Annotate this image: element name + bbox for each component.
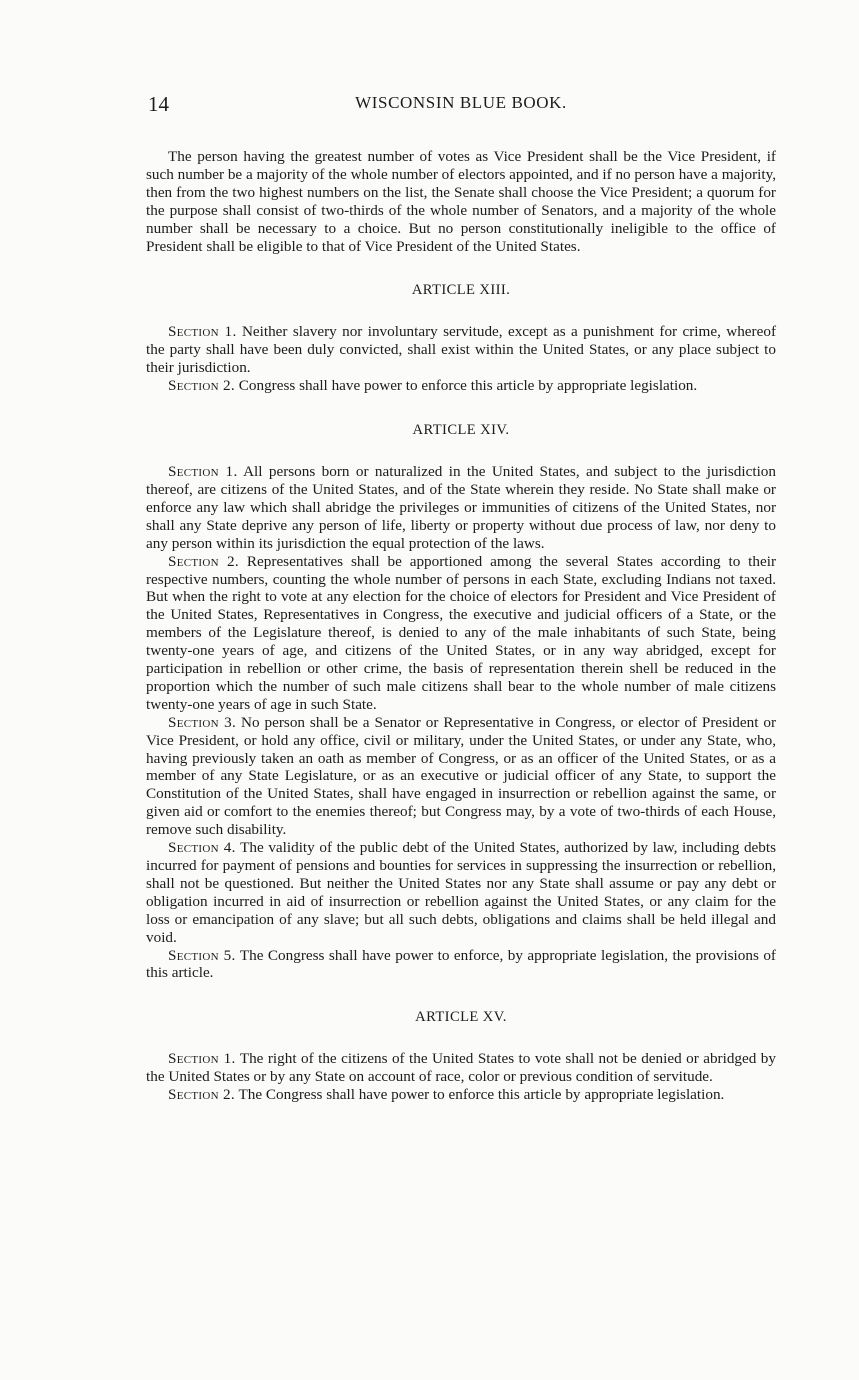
section-paragraph: [146, 839, 776, 946]
section-text: All persons born or naturalized in the United States, and subject to the jurisdiction thereof, are citizens of the United States, and of the State wherein they reside. No State shall make or enforce any law which shall abridge the privileges or immunities of citizens of the United States, nor shall any State deprive any person of life, liberty or property without due process of law, nor deny to any person within its jurisdiction the equal protection of the laws.: [146, 463, 776, 552]
document-page: [146, 92, 776, 1104]
section-paragraph: [146, 1086, 776, 1104]
section-label: Section 2.: [168, 552, 240, 570]
article-13: [146, 282, 776, 395]
section-label: Section 1.: [168, 463, 238, 481]
section-paragraph: [146, 714, 776, 839]
section-paragraph: [146, 947, 776, 983]
section-paragraph: [146, 323, 776, 377]
section-text: The right of the citizens of the United States to vote shall not be denied or abridged by the United States or by any State on account of race, color or previous condition of servitude.: [146, 1050, 776, 1086]
section-text: Representatives shall be apportioned among the several States according to their respective numbers, counting the whole number of persons in each State, excluding Indians not taxed. But when the right to vote at any election for the choice of electors for President and Vice President of the United States, Representatives in Congress, the executive and judicial officers of a State, or the members of the Legislature thereof, is denied to any of the male inhabitants of such State, being twenty-one years of age, and citizens of the United States, or in any way abridged, except for participation in rebellion or other crime, the basis of representation therein shell be reduced in the proportion which the number of such male citizens shall bear to the whole number of male citizens twenty-one years of age in such State.: [146, 552, 777, 713]
section-paragraph: [146, 463, 776, 553]
running-title: WISCONSIN BLUE BOOK.: [355, 93, 567, 112]
article-title: ARTICLE XIV.: [412, 422, 510, 439]
section-text: The Congress shall have power to enforce this article by appropriate legislation.: [238, 1086, 725, 1104]
section-paragraph: [146, 377, 776, 395]
article-title: ARTICLE XV.: [415, 1009, 507, 1026]
section-label: Section 1.: [168, 1050, 236, 1068]
intro-paragraph: The person having the greatest number of votes as Vice President shall be the Vice President, if such number be a majority of the whole number of electors appointed, and if no person have a majority, then from the two highest numbers on the list, the Senate shall choose the Vice President; a quorum for the purpose shall consist of two-thirds of the whole number of Senators, and a majority of the whole number shall be necessary to a choice. But no person constitutionally ineligible to the office of President shall be eligible to that of Vice President of the United States.: [146, 148, 776, 255]
section-text: Neither slavery nor involuntary servitude, except as a punishment for crime, whereof the party shall have been duly convicted, shall exist within the United States, or any place subject to their jurisdiction.: [146, 323, 776, 377]
section-label: Section 2.: [168, 1086, 235, 1104]
section-paragraph: [146, 553, 776, 714]
section-label: Section 1.: [168, 323, 237, 341]
page-number: 14: [148, 92, 169, 116]
section-label: Section 4.: [168, 839, 236, 857]
article-title: ARTICLE XIII.: [411, 282, 511, 299]
section-text: No person shall be a Senator or Representative in Congress, or elector of President or Vice President, or hold any office, civil or military, under the United States, or under any State, who, having previously taken an oath as member of Congress, or as an officer of the United States, or as a member of any State Legislature, or as an executive or judicial officer of any State, to support the Constitution of the United States, shall have engaged in insurrection or rebellion against the same, or given aid or comfort to the enemies thereof; but Congress may, by a vote of two-thirds of each House, remove such disability.: [146, 713, 777, 839]
article-14: [146, 422, 776, 982]
section-text: Congress shall have power to enforce this article by appropriate legislation.: [238, 377, 698, 395]
page-header: [146, 92, 776, 116]
section-label: Section 5.: [168, 946, 236, 964]
section-text: The Congress shall have power to enforce, by appropriate legislation, the provisions of this article.: [146, 946, 776, 982]
article-15: [146, 1009, 776, 1104]
section-text: The validity of the public debt of the United States, authorized by law, including debts incurred for payment of pensions and bounties for services in suppressing the insurrection or rebellion, shall not be questioned. But neither the United States nor any State shall assume or pay any debt or obligation incurred in aid of insurrection or rebellion against the United States, or any claim for the loss or emancipation of any slave; but all such debts, obligations and claims shall be held illegal and void.: [146, 839, 777, 946]
section-paragraph: [146, 1050, 776, 1086]
section-label: Section 3.: [168, 713, 237, 731]
section-label: Section 2.: [168, 377, 235, 395]
